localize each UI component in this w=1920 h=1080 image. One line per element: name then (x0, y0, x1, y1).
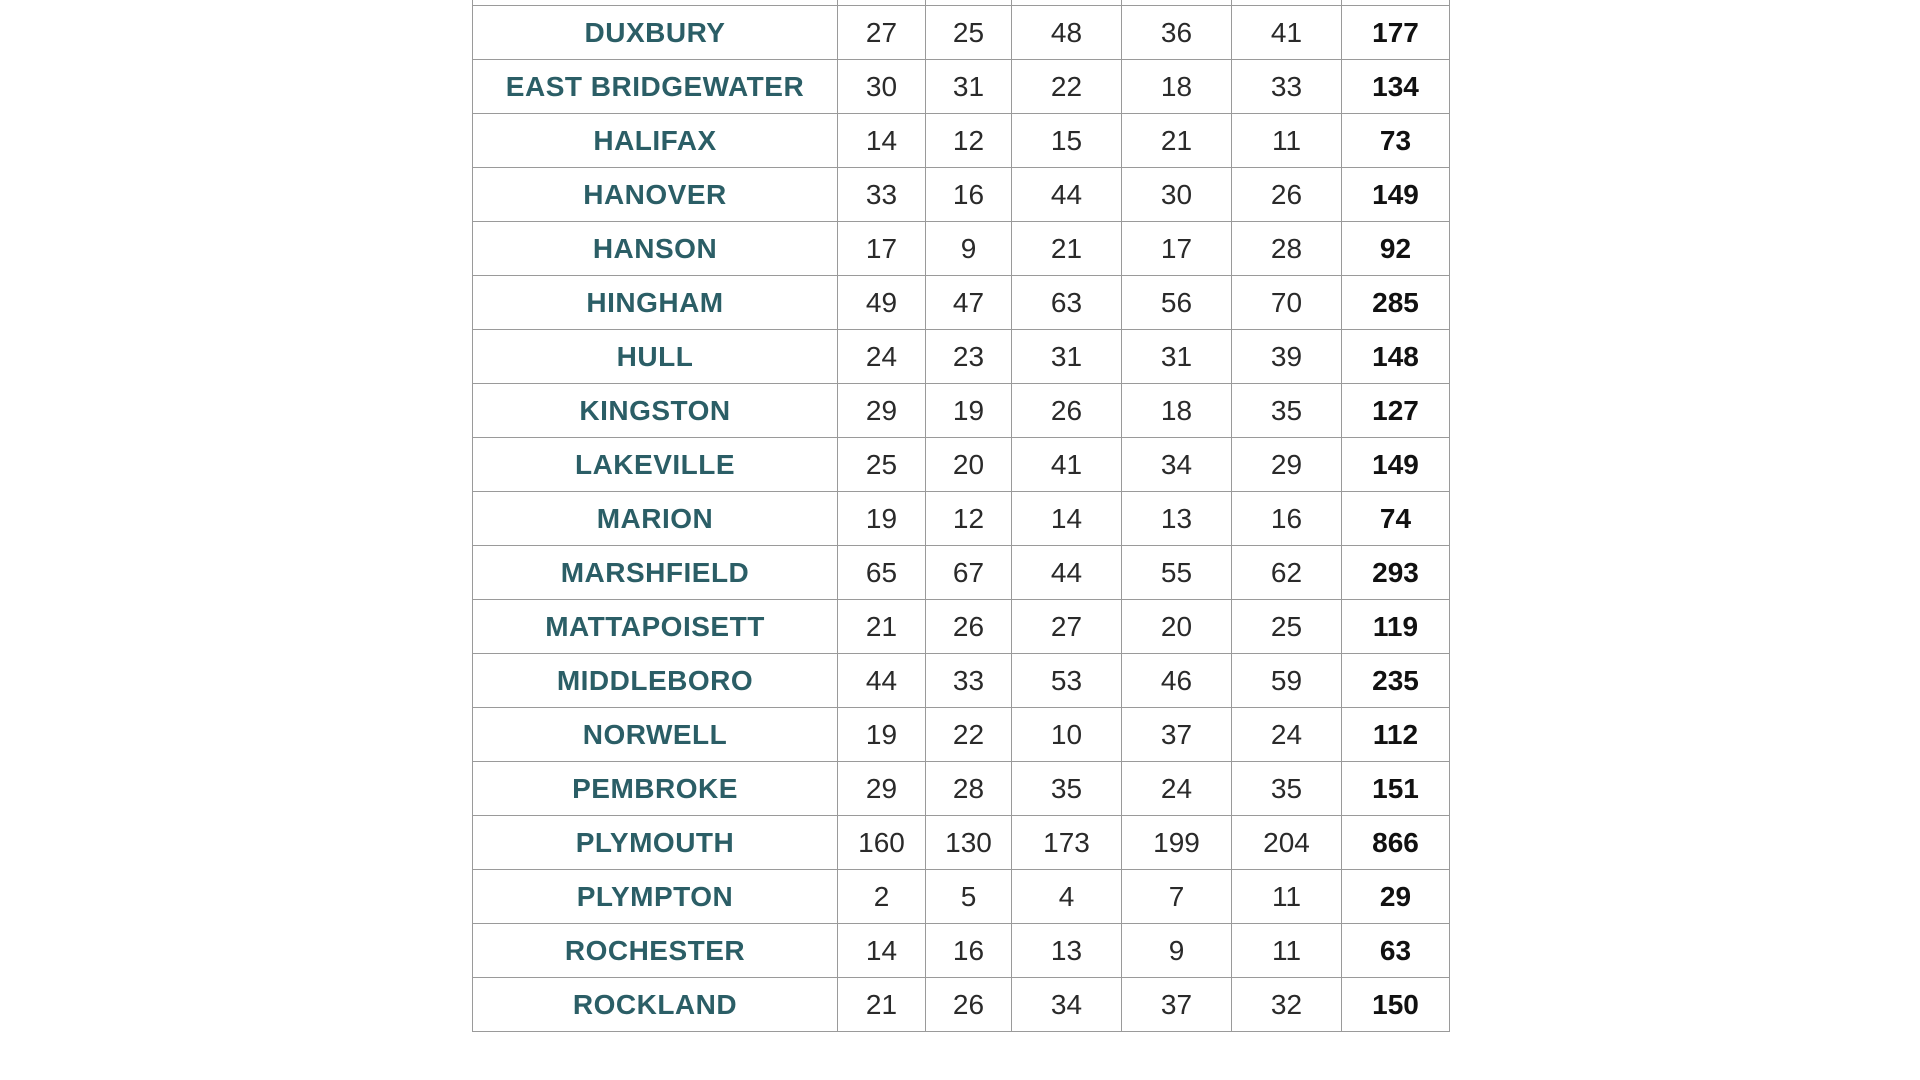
town-data-table-container (472, 0, 1449, 1032)
value-cell: 35 (1232, 384, 1342, 438)
total-cell: 63 (1342, 924, 1450, 978)
value-cell: 34 (1012, 978, 1122, 1032)
value-cell: 33 (1232, 60, 1342, 114)
value-cell: 160 (838, 816, 926, 870)
value-cell: 30 (1122, 168, 1232, 222)
town-name-cell: LAKEVILLE (473, 438, 838, 492)
value-cell: 30 (838, 60, 926, 114)
total-cell: 92 (1342, 222, 1450, 276)
value-cell: 20 (1122, 600, 1232, 654)
value-cell: 16 (1232, 492, 1342, 546)
value-cell: 25 (926, 6, 1012, 60)
value-cell: 5 (926, 870, 1012, 924)
value-cell: 19 (838, 708, 926, 762)
value-cell: 16 (926, 168, 1012, 222)
value-cell: 29 (1232, 438, 1342, 492)
town-name-cell: MIDDLEBORO (473, 654, 838, 708)
value-cell: 31 (1122, 330, 1232, 384)
value-cell: 18 (1122, 60, 1232, 114)
town-name-cell: ROCKLAND (473, 978, 838, 1032)
value-cell: 70 (1232, 276, 1342, 330)
value-cell: 29 (838, 762, 926, 816)
value-cell: 39 (1232, 330, 1342, 384)
table-body (473, 0, 1450, 1032)
table-row (473, 978, 1450, 1032)
total-cell: 285 (1342, 276, 1450, 330)
value-cell: 35 (1012, 762, 1122, 816)
value-cell: 44 (838, 654, 926, 708)
town-name-cell: HULL (473, 330, 838, 384)
value-cell: 9 (1122, 924, 1232, 978)
value-cell: 11 (1232, 870, 1342, 924)
value-cell: 24 (838, 330, 926, 384)
value-cell: 12 (926, 492, 1012, 546)
town-name-cell: PLYMOUTH (473, 816, 838, 870)
value-cell: 31 (926, 60, 1012, 114)
value-cell: 22 (926, 708, 1012, 762)
table-row (473, 222, 1450, 276)
total-cell: 73 (1342, 114, 1450, 168)
town-name-cell: HINGHAM (473, 276, 838, 330)
town-name-cell: MARION (473, 492, 838, 546)
value-cell: 11 (1232, 924, 1342, 978)
value-cell: 49 (838, 276, 926, 330)
value-cell: 44 (1012, 546, 1122, 600)
town-name-cell: PLYMPTON (473, 870, 838, 924)
total-cell: 112 (1342, 708, 1450, 762)
value-cell: 21 (1122, 114, 1232, 168)
value-cell: 41 (1012, 438, 1122, 492)
total-cell: 150 (1342, 978, 1450, 1032)
town-name-cell: HANSON (473, 222, 838, 276)
town-name-cell: ROCHESTER (473, 924, 838, 978)
table-row (473, 492, 1450, 546)
value-cell: 27 (838, 6, 926, 60)
value-cell: 24 (1122, 762, 1232, 816)
value-cell: 59 (1232, 654, 1342, 708)
value-cell: 4 (1012, 870, 1122, 924)
value-cell: 24 (1232, 708, 1342, 762)
table-row (473, 546, 1450, 600)
value-cell: 28 (926, 762, 1012, 816)
value-cell: 26 (1232, 168, 1342, 222)
town-name-cell: HALIFAX (473, 114, 838, 168)
table-row (473, 60, 1450, 114)
value-cell: 21 (1012, 222, 1122, 276)
value-cell: 32 (1232, 978, 1342, 1032)
value-cell: 10 (1012, 708, 1122, 762)
value-cell: 199 (1122, 816, 1232, 870)
value-cell: 204 (1232, 816, 1342, 870)
table-row (473, 330, 1450, 384)
value-cell: 15 (1012, 114, 1122, 168)
value-cell: 25 (838, 438, 926, 492)
total-cell: 74 (1342, 492, 1450, 546)
value-cell: 21 (838, 978, 926, 1032)
value-cell: 56 (1122, 276, 1232, 330)
total-cell: 149 (1342, 168, 1450, 222)
total-cell: 149 (1342, 438, 1450, 492)
table-row (473, 6, 1450, 60)
value-cell: 36 (1122, 6, 1232, 60)
value-cell: 33 (926, 654, 1012, 708)
total-cell: 177 (1342, 6, 1450, 60)
town-name-cell: NORWELL (473, 708, 838, 762)
table-row (473, 870, 1450, 924)
table-row (473, 168, 1450, 222)
table-row (473, 924, 1450, 978)
value-cell: 19 (838, 492, 926, 546)
town-name-cell: MATTAPOISETT (473, 600, 838, 654)
value-cell: 37 (1122, 978, 1232, 1032)
total-cell: 29 (1342, 870, 1450, 924)
total-cell: 119 (1342, 600, 1450, 654)
town-name-cell: HANOVER (473, 168, 838, 222)
value-cell: 21 (838, 600, 926, 654)
table-row (473, 816, 1450, 870)
value-cell: 26 (926, 600, 1012, 654)
value-cell: 14 (838, 924, 926, 978)
total-cell: 866 (1342, 816, 1450, 870)
town-name-cell: EAST BRIDGEWATER (473, 60, 838, 114)
total-cell: 134 (1342, 60, 1450, 114)
value-cell: 7 (1122, 870, 1232, 924)
town-name-cell: PEMBROKE (473, 762, 838, 816)
value-cell: 63 (1012, 276, 1122, 330)
table-row (473, 654, 1450, 708)
value-cell: 44 (1012, 168, 1122, 222)
value-cell: 34 (1122, 438, 1232, 492)
total-cell: 235 (1342, 654, 1450, 708)
value-cell: 173 (1012, 816, 1122, 870)
value-cell: 12 (926, 114, 1012, 168)
value-cell: 31 (1012, 330, 1122, 384)
value-cell: 11 (1232, 114, 1342, 168)
value-cell: 46 (1122, 654, 1232, 708)
value-cell: 26 (1012, 384, 1122, 438)
town-name-cell: MARSHFIELD (473, 546, 838, 600)
value-cell: 41 (1232, 6, 1342, 60)
value-cell: 13 (1122, 492, 1232, 546)
value-cell: 2 (838, 870, 926, 924)
table-row (473, 276, 1450, 330)
table-row (473, 438, 1450, 492)
total-cell: 127 (1342, 384, 1450, 438)
table-row (473, 384, 1450, 438)
total-cell: 151 (1342, 762, 1450, 816)
value-cell: 55 (1122, 546, 1232, 600)
value-cell: 53 (1012, 654, 1122, 708)
value-cell: 9 (926, 222, 1012, 276)
town-data-table (472, 0, 1450, 1032)
value-cell: 18 (1122, 384, 1232, 438)
value-cell: 23 (926, 330, 1012, 384)
value-cell: 13 (1012, 924, 1122, 978)
value-cell: 65 (838, 546, 926, 600)
value-cell: 47 (926, 276, 1012, 330)
table-row (473, 708, 1450, 762)
table-row (473, 114, 1450, 168)
value-cell: 14 (838, 114, 926, 168)
value-cell: 27 (1012, 600, 1122, 654)
table-row (473, 600, 1450, 654)
total-cell: 148 (1342, 330, 1450, 384)
value-cell: 62 (1232, 546, 1342, 600)
town-name-cell: KINGSTON (473, 384, 838, 438)
town-name-cell: DUXBURY (473, 6, 838, 60)
value-cell: 22 (1012, 60, 1122, 114)
value-cell: 14 (1012, 492, 1122, 546)
value-cell: 20 (926, 438, 1012, 492)
table-row (473, 762, 1450, 816)
total-cell: 293 (1342, 546, 1450, 600)
value-cell: 48 (1012, 6, 1122, 60)
value-cell: 37 (1122, 708, 1232, 762)
value-cell: 130 (926, 816, 1012, 870)
value-cell: 28 (1232, 222, 1342, 276)
value-cell: 29 (838, 384, 926, 438)
value-cell: 35 (1232, 762, 1342, 816)
value-cell: 67 (926, 546, 1012, 600)
value-cell: 17 (1122, 222, 1232, 276)
value-cell: 26 (926, 978, 1012, 1032)
value-cell: 16 (926, 924, 1012, 978)
value-cell: 25 (1232, 600, 1342, 654)
value-cell: 19 (926, 384, 1012, 438)
value-cell: 33 (838, 168, 926, 222)
value-cell: 17 (838, 222, 926, 276)
